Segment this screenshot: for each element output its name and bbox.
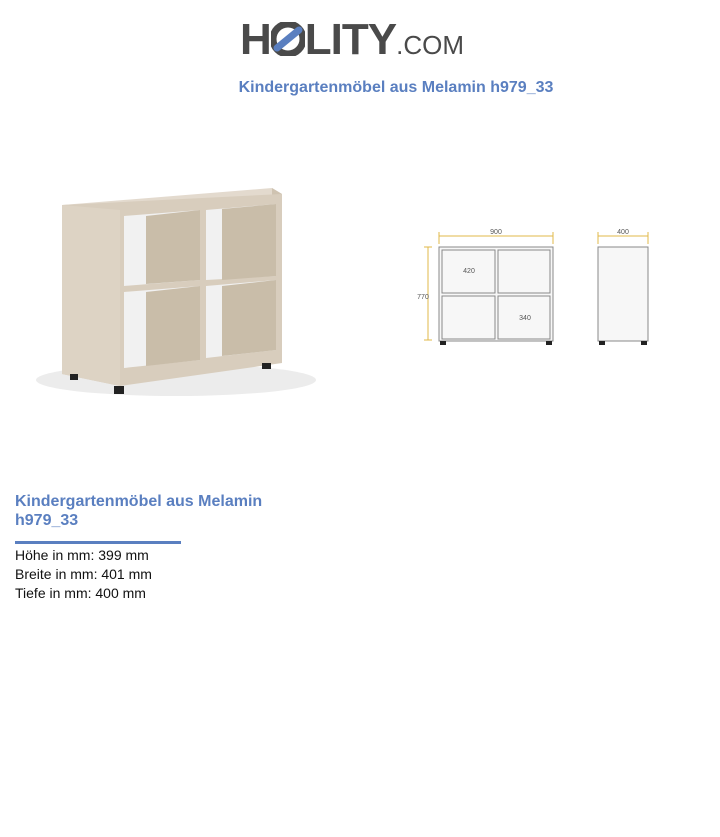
dim-side-depth: 400 [617,229,629,236]
logo-suffix: .COM [396,30,464,60]
spec-height: Höhe in mm: 399 mm [15,547,149,563]
spec-depth: Tiefe in mm: 400 mm [15,585,146,601]
spec-list [15,546,152,603]
page-title: Kindergartenmöbel aus Melamin h979_33 [238,79,554,96]
side-view-drawing [590,222,660,352]
product-image [36,180,326,405]
dim-front-width: 900 [490,229,502,236]
dim-front-height: 770 [417,294,429,301]
dim-compartment-width: 420 [463,268,475,275]
title-divider [15,541,181,544]
product-title: Kindergartenmöbel aus Melamin h979_33 [15,493,263,529]
logo-wordmark [240,16,464,69]
logo-letters-lity: LITY [304,15,397,64]
dim-compartment-height: 340 [519,315,531,322]
logo-o-icon [271,18,305,52]
holity-logo[interactable] [240,12,500,68]
logo-letter-h: H [240,15,271,64]
front-view-drawing [412,222,562,352]
spec-width: Breite in mm: 401 mm [15,566,152,582]
